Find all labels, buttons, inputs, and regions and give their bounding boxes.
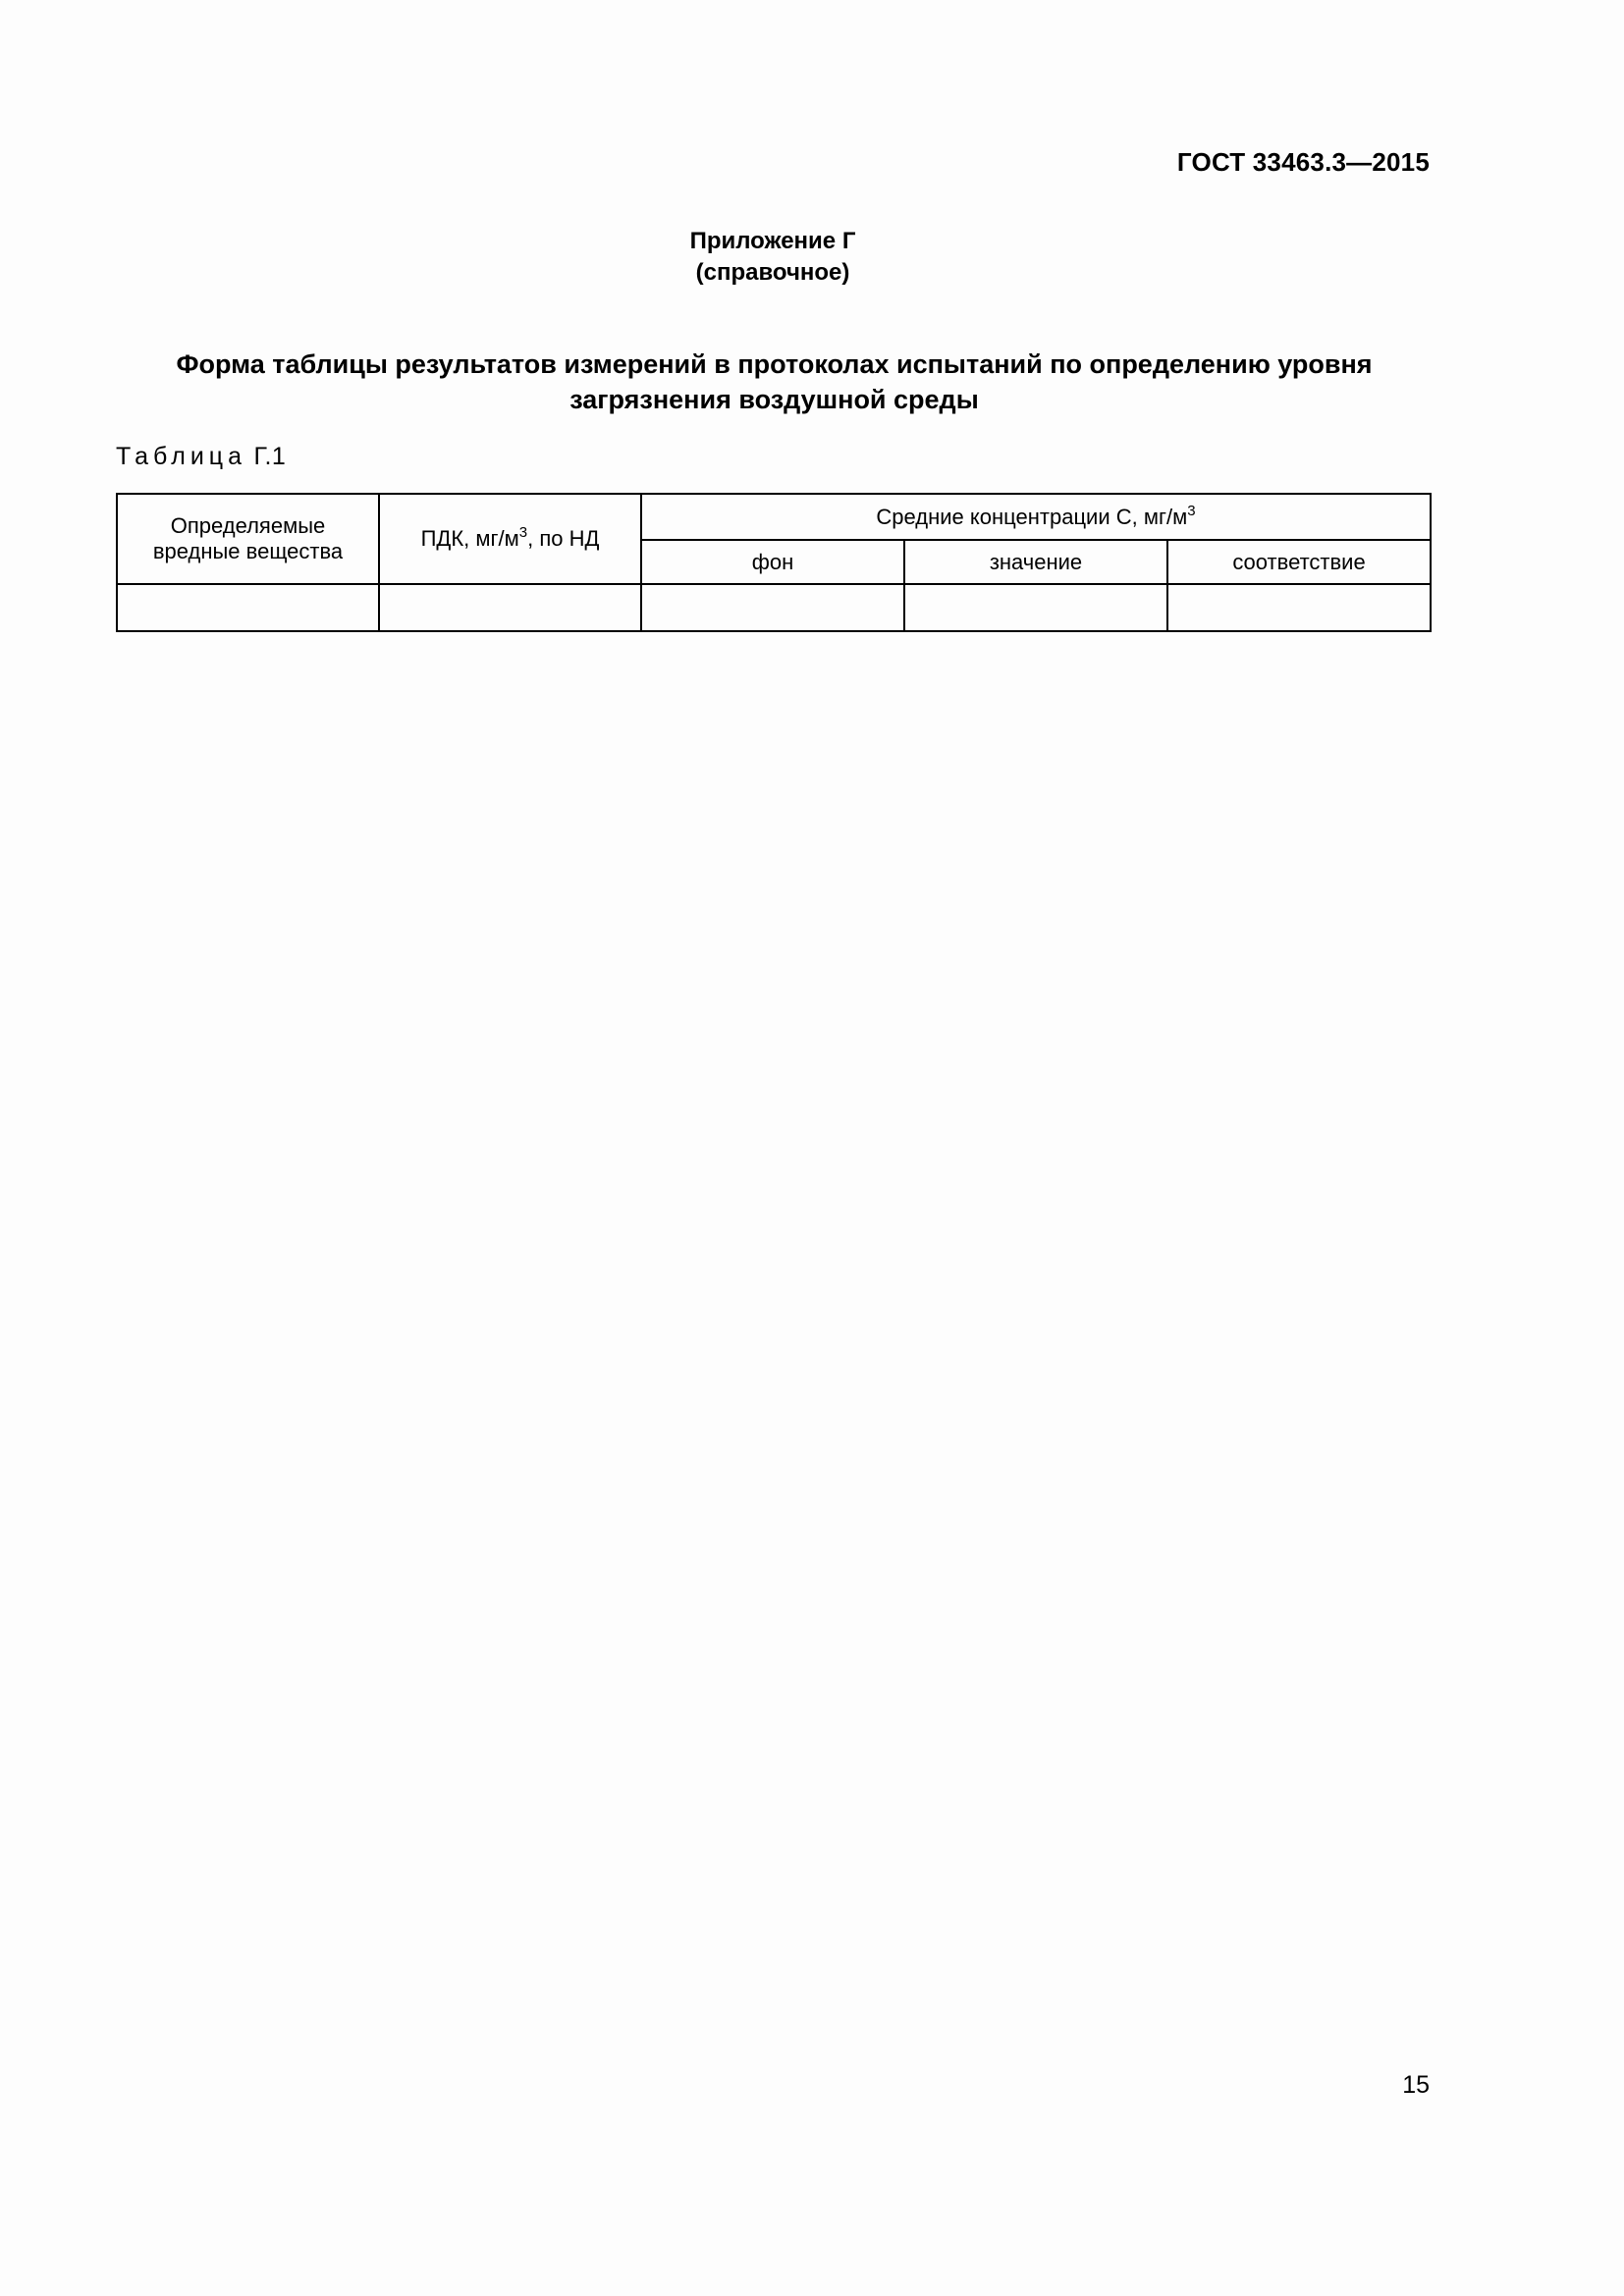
table-cell [379, 584, 641, 631]
header-substances [117, 494, 379, 584]
table-row [117, 584, 1431, 631]
table-cell [1167, 584, 1431, 631]
table-cell [904, 584, 1167, 631]
header-pdk [379, 494, 641, 584]
form-title-line-2: загрязнения воздушной среды [569, 385, 979, 414]
header-pdk-prefix: ПДК, мг/м [420, 526, 519, 551]
appendix-subtitle: (справочное) [695, 259, 850, 286]
table-header-row [117, 494, 1431, 540]
table-cell [641, 584, 904, 631]
header-average-superscript: 3 [1187, 502, 1196, 519]
form-title [118, 347, 1431, 417]
header-compliance: соответствие [1167, 540, 1431, 584]
appendix-title: Приложение Г [689, 228, 856, 254]
header-pdk-superscript: 3 [518, 524, 528, 541]
results-table [116, 493, 1432, 632]
header-value: значение [904, 540, 1167, 584]
header-average-prefix: Средние концентрации С, мг/м [876, 504, 1188, 529]
table-caption-word: Таблица [116, 443, 247, 470]
header-substances-line-2: вредные вещества [152, 539, 344, 563]
page-number: 15 [1402, 2071, 1430, 2099]
form-title-line-1: Форма таблицы результатов измерений в протоколах испытаний по определению уровня [176, 349, 1373, 379]
table-cell [117, 584, 379, 631]
header-background: фон [641, 540, 904, 584]
header-average-concentrations [641, 494, 1431, 540]
appendix-heading [0, 226, 1545, 289]
header-substances-line-1: Определяемые [170, 513, 326, 538]
table-caption-number: Г.1 [253, 443, 287, 470]
table-caption [116, 443, 286, 471]
document-code: ГОСТ 33463.3—2015 [1176, 147, 1430, 177]
header-pdk-suffix: , по НД [527, 526, 600, 551]
